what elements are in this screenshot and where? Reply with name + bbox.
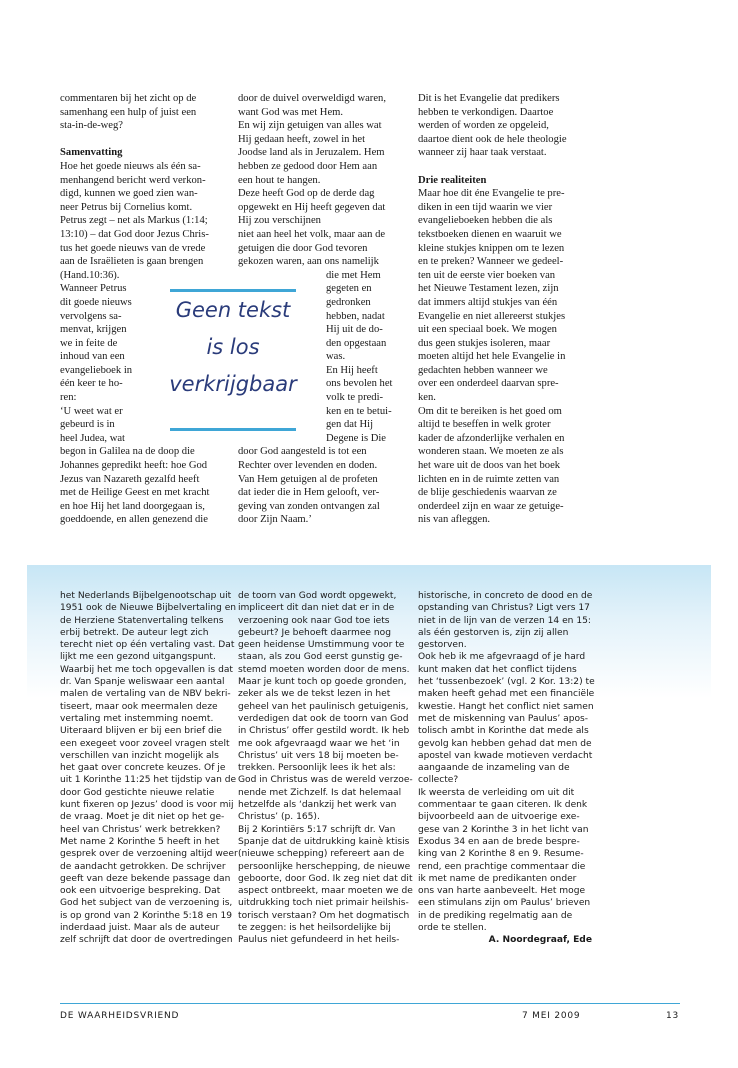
text-line: gen dat Hij	[326, 419, 374, 431]
text-line: persoonlijke herschepping, de nieuwe	[238, 861, 411, 872]
text-line: hebben te verkondigen. Daartoe	[418, 106, 554, 118]
text-line: geheel van het paulinisch getuigenis,	[238, 701, 409, 712]
text-line: dat ieder die in Hem gelooft, ver-	[238, 487, 380, 499]
text-line: uitdrukking toch niet primair heilshis-	[238, 898, 409, 909]
pullquote	[168, 292, 298, 432]
text-line: niet aan heel het volk, maar aan de	[238, 228, 386, 240]
text-line: Jezus van Nazareth gezalfd heeft	[60, 473, 200, 485]
text-line: nende met Zichzelf. Is dat helemaal	[238, 787, 402, 798]
section-heading-samenvatting: Samenvatting	[60, 147, 123, 159]
text-line: opstanding van Christus? Ligt vers 17	[418, 603, 590, 614]
text-line: uit een speciaal boek. We mogen	[418, 324, 557, 336]
text-line: 13:10) – dat God door Jezus Chris-	[60, 228, 209, 240]
text-line: niet in de lijn van de verzen 14 en 15:	[418, 615, 591, 626]
text-line: goeddoende, en allen genezend die	[60, 514, 208, 526]
text-line: Evangelie en niet allereerst stukjes	[418, 310, 566, 322]
text-line: commentaar te gaan citeren. Ik denk	[418, 800, 588, 811]
section-heading-drie-realiteiten: Drie realiteiten	[418, 174, 487, 186]
text-line: een exegeet voor zoveel vragen stelt	[60, 738, 230, 749]
review-lines	[60, 590, 238, 947]
text-line: is op grond van 2 Korinthe 5:18 en 19	[60, 910, 233, 921]
text-line: gese van 2 Korinthe 3 in het licht van	[418, 824, 589, 835]
text-line: stemd moeten worden door de mens.	[238, 664, 410, 675]
text-line: als één gestorven is, zijn zij allen	[418, 627, 569, 638]
text-line: in de prediking regelmatig aan de	[418, 910, 573, 921]
review-column-right	[418, 590, 595, 947]
text-line: gevolg kan hebben gehad dat men de	[418, 738, 592, 749]
text-line: zelf schrijft dat door de overtredingen	[60, 935, 233, 946]
text-line: kunt fixeren op Jezus’ dood is voor mij	[60, 800, 234, 811]
text-line: verschillen van inzicht mogelijk als	[60, 750, 219, 761]
text-line: menhangend bericht werd verkon-	[60, 174, 206, 186]
text-line: Rechter over levenden en doden.	[238, 460, 378, 472]
text-line: hebben, nadat	[326, 310, 385, 322]
text-line: Wanneer Petrus	[60, 283, 127, 295]
text-line: torisch verstaan? Om het dogmatisch	[238, 910, 410, 921]
text-line: ‘U weet wat er	[60, 405, 123, 417]
review-signature: A. Noordegraaf, Ede	[488, 935, 592, 946]
text-line: En Hij heeft	[326, 364, 378, 376]
text-line: te zeggen: is het heilsordelijke bij	[238, 923, 391, 934]
text-line: kader de afzonderlijke verhalen en	[418, 432, 565, 444]
text-line: aspect ontbreekt, maar moeten we de	[238, 886, 413, 897]
text-line: Bij 2 Korintiërs 5:17 schrijft dr. Van	[238, 824, 396, 835]
text-line: Christus’ uit vers 18 bij moeten be-	[238, 750, 399, 761]
text-line: vervolgens sa-	[60, 310, 122, 322]
text-line: evangelieboek in	[60, 364, 133, 376]
text-line: lijkt me een gezond uitgangspunt.	[60, 652, 216, 663]
text-line: Deze heeft God op de derde dag	[238, 188, 375, 200]
text-line: hebben ze gedood door Hem aan	[238, 160, 378, 172]
text-line: want God was met Hem.	[238, 106, 344, 118]
footer-date: 7 MEI 2009	[522, 1011, 581, 1021]
text-line: was.	[326, 351, 346, 363]
text-line: Degene is Die	[326, 432, 387, 444]
text-line: ik met name de predikanten onder	[418, 873, 577, 884]
review-lines	[418, 590, 595, 934]
text-line: ken en te betui-	[326, 405, 392, 417]
text-line: dit goede nieuws	[60, 296, 132, 308]
text-line: Ook heb ik me afgevraagd of je hard	[418, 652, 586, 663]
text-line: digd, kunnen we goed zien wan-	[60, 188, 198, 200]
text-line: daartoe dient ook de hele theologie	[418, 133, 567, 145]
text-line: met de Heilige Geest en met kracht	[60, 487, 210, 499]
pullquote-line: Geen tekst	[175, 298, 291, 322]
pullquote-line: verkrijgbaar	[169, 372, 297, 396]
text-line: opgewekt en Hij heeft gegeven dat	[238, 201, 386, 213]
text-line: God het subject van de verzoening is,	[60, 898, 233, 909]
text-line: menvat, krijgen	[60, 324, 127, 336]
text-line: inhoud van een	[60, 351, 125, 363]
text-line: Dit is het Evangelie dat predikers	[418, 93, 560, 104]
text-line: sta-in-de-weg?	[60, 120, 123, 132]
text-line: wonderen staan. We moeten ze als	[418, 446, 564, 458]
text-line: één keer te ho-	[60, 378, 123, 390]
text-line: de toorn van God wordt opgewekt,	[238, 591, 397, 601]
text-line: ook een uitvoerige bespreking. Dat	[60, 886, 221, 897]
text-line: door God aangesteld is tot een	[238, 446, 367, 458]
text-line: Uiteraard blijven er bij een brief die	[60, 726, 222, 737]
text-line: Petrus zegt – net als Markus (1:14;	[60, 215, 208, 227]
text-line: een stimulans zijn om Paulus’ brieven	[418, 898, 591, 909]
text-line: Hij uit de do-	[326, 324, 383, 336]
column-right	[418, 92, 594, 527]
text-line: historische, in concreto de dood en de	[418, 591, 593, 601]
text-line: Christus’ (p. 165).	[238, 812, 320, 823]
text-line: trekken. Persoonlijk lees ik het als:	[238, 763, 396, 774]
text-line: die met Hem	[326, 269, 381, 281]
text-line: collecte?	[418, 775, 459, 786]
text-line: diken in een tijd waarin we vier	[418, 201, 553, 213]
intro-lines	[418, 92, 594, 160]
text-line: den opgestaan	[326, 337, 387, 349]
text-line: heel van Christus’ werk betrekken?	[60, 824, 221, 835]
text-line: Joodse land als in Jeruzalem. Hem	[238, 147, 385, 159]
body-lines	[238, 92, 410, 269]
text-line: Exodus 34 en aan de brede bespre-	[418, 836, 580, 847]
text-line: gedachten hebben wanneer we	[418, 364, 548, 376]
text-line: door de duivel overweldigd waren,	[238, 93, 386, 104]
text-line: gestorven.	[418, 640, 467, 651]
text-line: kwestie. Hangt het conflict niet samen	[418, 701, 594, 712]
text-line: Hoe het goede nieuws als één sa-	[60, 160, 201, 172]
text-line: rend, een prachtige commentaar die	[418, 861, 586, 872]
text-line: (nieuwe schepping) refereert aan de	[238, 849, 405, 860]
text-line: neer Petrus bij Cornelius komt.	[60, 201, 193, 213]
text-line: Om dit te bereiken is het goed om	[418, 405, 562, 417]
tail-lines	[238, 445, 410, 527]
text-line: met de miskenning van Paulus’ apos-	[418, 713, 589, 724]
text-line: En wij zijn getuigen van alles wat	[238, 120, 382, 132]
text-line: king van 2 Korinthe 8 en 9. Resume-	[418, 849, 584, 860]
text-line: dus geen stukjes isoleren, maar	[418, 337, 551, 349]
pullquote-rule-bottom	[170, 428, 296, 431]
text-line: God in Christus was de wereld verzoe-	[238, 775, 413, 786]
text-line: altijd te beseffen in welk groter	[418, 419, 551, 431]
text-line: moeten altijd het hele Evangelie in	[418, 351, 566, 363]
text-line: geen heidense Umstimmung voor te	[238, 640, 405, 651]
text-line: we in feite de	[60, 337, 118, 349]
text-line: over een onderdeel daarvan spre-	[418, 378, 559, 390]
text-line: erbij betrekt. De auteur legt zich	[60, 627, 209, 638]
text-line: inderdaad juist. Maar als de auteur	[60, 923, 220, 934]
text-line: Hij gedaan heeft, zowel in het	[238, 133, 366, 145]
text-line: me ook afgevraagd waar we het ‘in	[238, 738, 400, 749]
text-line: wanneer zij haar taak verstaat.	[418, 147, 547, 159]
text-line: ons van harte aanbeveelt. Het moge	[418, 886, 586, 897]
text-line: volk te predi-	[326, 392, 384, 404]
text-line: Spanje dat de uitdrukking kainè ktisis	[238, 836, 410, 847]
pullquote-line: is los	[206, 335, 260, 359]
text-line: Paulus niet gefundeerd in het heils-	[238, 935, 400, 946]
text-line: Ik weersta de verleiding om uit dit	[418, 787, 575, 798]
text-line: Met name 2 Korinthe 5 heeft in het	[60, 836, 220, 847]
text-line: ren:	[60, 392, 77, 404]
text-line: tus het goede nieuws van de vrede	[60, 242, 206, 254]
footer-rule	[60, 1003, 680, 1004]
text-line: de aandacht getrokken. De schrijver	[60, 861, 226, 872]
review-lines	[238, 590, 412, 947]
text-line: vertaling met instemming noemt.	[60, 713, 214, 724]
text-line: Van Hem getuigen al de profeten	[238, 473, 378, 485]
text-line: de blije geschiedenis waarvan ze	[418, 487, 557, 499]
text-line: en te preken? Wanneer we gedeel-	[418, 256, 564, 268]
text-line: en hoe Hij het land doorgegaan is,	[60, 500, 205, 512]
text-line: door Zijn Naam.’	[238, 514, 312, 526]
text-line: gebeurd is in	[60, 419, 115, 431]
text-line: gedronken	[326, 296, 371, 308]
text-line: lichten en in de ruimte zetten van	[418, 473, 560, 485]
text-line: dat immers altijd stukjes van één	[418, 296, 558, 308]
text-line: in Christus’ offer gestild wordt. Ik heb	[238, 726, 410, 737]
text-line: gegeten en	[326, 283, 372, 295]
footer-magazine-name: DE WAARHEIDSVRIEND	[60, 1011, 180, 1021]
text-line: gesprek over de verzoening altijd weer	[60, 849, 238, 860]
text-line: ken.	[418, 392, 436, 404]
text-line: Hij zou verschijnen	[238, 215, 321, 227]
text-line: ten uit de eerste vier boeken van	[418, 269, 556, 281]
text-line: begon in Galilea na de doop die	[60, 446, 195, 458]
text-line: heel Judea, wat	[60, 432, 126, 444]
text-line: het gaat over concrete keuzes. Of je	[60, 763, 226, 774]
text-line: bijvoorbeeld aan de uitvoerige exe-	[418, 812, 580, 823]
text-line: gebeurt? Je behoeft daarmee nog	[238, 627, 392, 638]
text-line: kleine stukjes knippen om te lezen	[418, 242, 565, 254]
text-line: ons bevolen het	[326, 378, 393, 390]
text-line: zeker als we de tekst lezen in het	[238, 689, 391, 700]
text-line: geboorte, door God. Ik zeg niet dat dit	[238, 873, 413, 884]
text-line: dr. Van Spanje weliswaar een aantal	[60, 677, 225, 688]
text-line: tolisch ambt in Korinthe dat mede als	[418, 726, 589, 737]
text-line: terecht niet op één vertaling vast. Dat	[60, 640, 235, 651]
text-line: gekozen waren, aan ons namelijk	[238, 256, 379, 268]
text-line: Maar hoe dit éne Evangelie te pre-	[418, 188, 565, 200]
text-line: impliceert dit dan niet dat er in de	[238, 603, 395, 614]
text-line: de Herziene Statenvertaling telkens	[60, 615, 224, 626]
text-line: werden of worden ze opgeleid,	[418, 120, 549, 132]
text-line: commentaren bij het zicht op de	[60, 93, 197, 104]
text-line: tekstboeken dienen en waaruit we	[418, 228, 562, 240]
text-line: nis van afleggen.	[418, 514, 491, 526]
text-line: geeft van deze bekende passage dan	[60, 873, 231, 884]
text-line: de vraag. Moet je dit niet op het ge-	[60, 812, 225, 823]
text-line: 1951 ook de Nieuwe Bijbelvertaling en	[60, 603, 237, 614]
page-number: 13	[666, 1011, 680, 1021]
review-column-left	[60, 590, 238, 947]
text-line: uit 1 Korinthe 11:25 het tijdstip van de	[60, 775, 237, 786]
text-line: Waarbij het me toch opgevallen is dat	[60, 664, 233, 675]
text-line: door God gestichte nieuwe relatie	[60, 787, 215, 798]
text-line: Johannes gepredikt heeft: hoe God	[60, 460, 208, 472]
text-line: het Nieuwe Testament lezen, zijn	[418, 283, 559, 295]
body-lines	[418, 187, 594, 527]
text-line: verdedigen dat ook de toorn van God	[238, 713, 409, 724]
text-line: malen de vertaling van de NBV bekri-	[60, 689, 231, 700]
text-line: geving van zonden ontvangen zal	[238, 500, 380, 512]
text-line: Maar je kunt toch op goede gronden,	[238, 677, 407, 688]
text-line: aan de Israëlieten is gaan brengen	[60, 256, 204, 268]
text-line: kunt maken dat het conflict tijdens	[418, 664, 577, 675]
intro-lines	[60, 92, 230, 133]
text-line: het ware uit de doos van het boek	[418, 460, 561, 472]
text-line: maken heeft gehad met een financiële	[418, 689, 595, 700]
text-line: onderdeel zijn en waar ze getuige-	[418, 500, 564, 512]
text-line: (Hand.10:36).	[60, 269, 120, 281]
text-line: een hout te hangen.	[238, 174, 321, 186]
review-column-middle	[238, 590, 412, 947]
text-line: staan, als zou God eerst gunstig ge-	[238, 652, 403, 663]
text-line: het ‘tussenbezoek’ (vgl. 2 Kor. 13:2) te	[418, 677, 595, 688]
text-line: hetzelfde als ‘dankzij het werk van	[238, 800, 397, 811]
text-line: orde te stellen.	[418, 923, 487, 934]
text-line: het Nederlands Bijbelgenootschap uit	[60, 591, 232, 601]
text-line: samenhang een hulp of juist een	[60, 106, 197, 118]
text-line: apostel van kwade motieven verdacht	[418, 750, 593, 761]
text-line: aangaande de inzameling van de	[418, 763, 570, 774]
text-line: getuigen die door God tevoren	[238, 242, 368, 254]
text-line: verzoening ook naar God toe iets	[238, 615, 390, 626]
text-line: tiseert, maar ook meermalen deze	[60, 701, 218, 712]
text-line: evangelieboeken hebben die als	[418, 215, 553, 227]
